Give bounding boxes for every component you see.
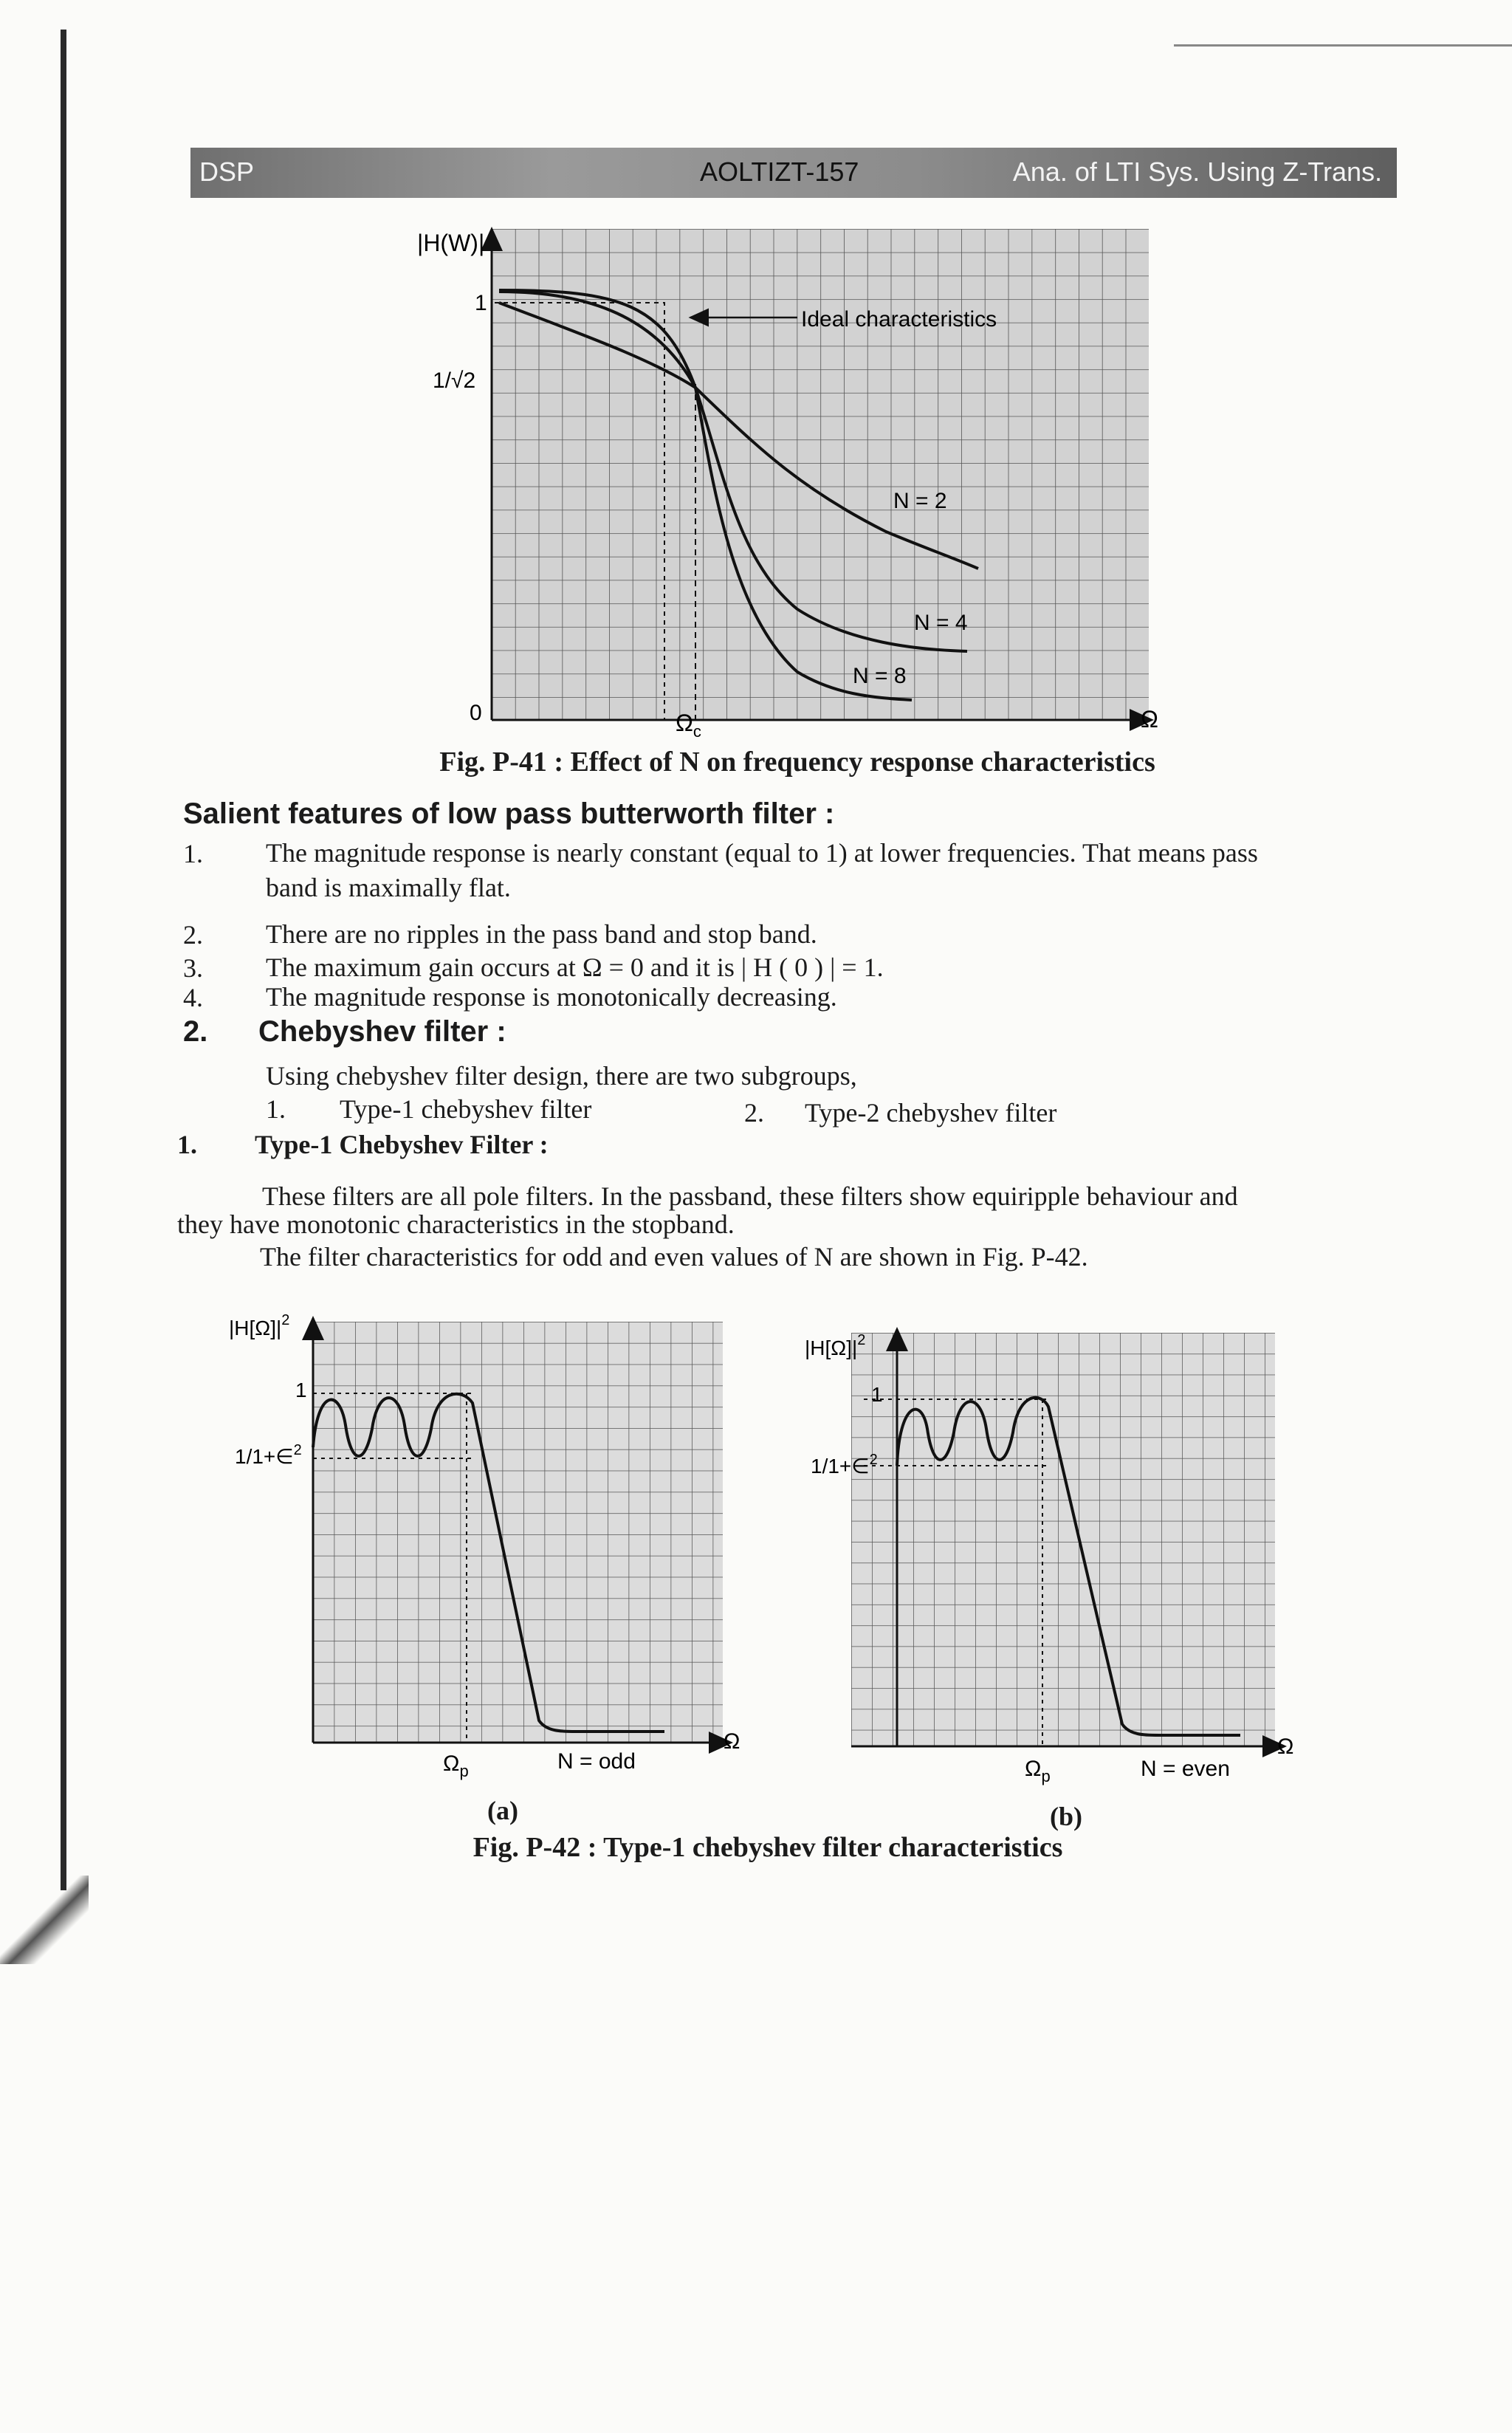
item-2-text: There are no ripples in the pass band and stop band. [266, 919, 817, 949]
fig42-caption: Fig. P-42 : Type-1 chebyshev filter characteristics [472, 1832, 1063, 1863]
figure-p42-b [790, 1307, 1322, 1794]
y-tick-root2: 1/√2 [433, 368, 476, 393]
type1-num: 1. [177, 1130, 197, 1159]
y-tick-one: 1 [475, 291, 487, 315]
type1-para2: The filter characteristics for odd and even values of N are shown in Fig. P-42. [260, 1242, 1088, 1272]
item-3-text: The maximum gain occurs at Ω = 0 and it is | H ( 0 ) | = 1. [266, 953, 884, 982]
binding-shadow [0, 1876, 89, 1964]
n-odd-label: N = odd [557, 1749, 636, 1774]
item-4-text: The magnitude response is monotonically decreasing. [266, 982, 837, 1012]
cheb-sub1: Type-1 chebyshev filter [340, 1094, 592, 1124]
page-header [190, 148, 1397, 198]
fig41-caption: Fig. P-41 : Effect of N on frequency response characteristics [439, 747, 1155, 778]
x-axis-label: Ω [724, 1729, 740, 1754]
figure-p41 [399, 214, 1211, 746]
cheb-sub1-num: 1. [266, 1094, 286, 1124]
figure-p42-a [221, 1300, 783, 1802]
x-axis-label: Ω [1277, 1734, 1294, 1759]
x-axis-label: Ω [1141, 706, 1158, 732]
n2-label: N = 2 [893, 489, 947, 513]
item-1-text-cont: band is maximally flat. [266, 873, 511, 902]
cheb-sub2-num: 2. [744, 1098, 764, 1128]
scan-edge-line [1174, 44, 1512, 47]
x-tick-passband: $\Omega_p$ [443, 1751, 469, 1780]
y-axis-label: |H(W)| [417, 230, 485, 256]
y-axis-label: $|H[\Omega]|^2$ [805, 1332, 866, 1359]
item-1-text: The magnitude response is nearly constant (equal to 1) at lower frequencies. That means pass [266, 838, 1258, 868]
cheb-title: Chebyshev filter : [258, 1015, 506, 1048]
n4-label: N = 4 [914, 611, 968, 635]
n-even-label: N = even [1141, 1757, 1230, 1781]
cheb-intro: Using chebyshev filter design, there are two subgroups, [266, 1061, 857, 1091]
y-tick-one: 1 [871, 1383, 883, 1406]
type1-para1: These filters are all pole filters. In the passband, these filters show equiripple behaviour and [262, 1181, 1238, 1211]
header-center: AOLTIZT-157 [700, 157, 859, 187]
fig42-b-tag: (b) [1050, 1802, 1082, 1831]
binding-edge [61, 30, 66, 1890]
y-tick-ripple: 1/1+∈$^2$ [811, 1452, 878, 1478]
type1-title: Type-1 Chebyshev Filter : [255, 1130, 549, 1159]
item-1-num: 1. [183, 839, 203, 868]
section-title: Salient features of low pass butterworth filter : [183, 797, 835, 830]
cheb-num: 2. [183, 1015, 208, 1048]
fig42-a-tag: (a) [487, 1796, 518, 1825]
y-axis-label: $|H[\Omega]|^2$ [229, 1312, 290, 1339]
n8-label: N = 8 [853, 664, 907, 688]
y-tick-ripple: 1/1+∈$^2$ [235, 1442, 302, 1468]
header-right: Ana. of LTI Sys. Using Z-Trans. [1012, 157, 1382, 187]
y-tick-one: 1 [295, 1379, 307, 1401]
cheb-sub2: Type-2 chebyshev filter [805, 1098, 1057, 1128]
item-2-num: 2. [183, 920, 203, 950]
y-tick-zero: 0 [470, 701, 482, 725]
type1-para1-cont: they have monotonic characteristics in the stopband. [177, 1209, 735, 1239]
x-tick-passband: $\Omega_p$ [1025, 1757, 1051, 1785]
x-tick-cutoff: $\Omega_c$ [676, 710, 701, 741]
item-3-num: 3. [183, 953, 203, 983]
item-4-num: 4. [183, 983, 203, 1012]
header-left: DSP [199, 157, 255, 187]
ideal-label: Ideal characteristics [801, 307, 997, 332]
